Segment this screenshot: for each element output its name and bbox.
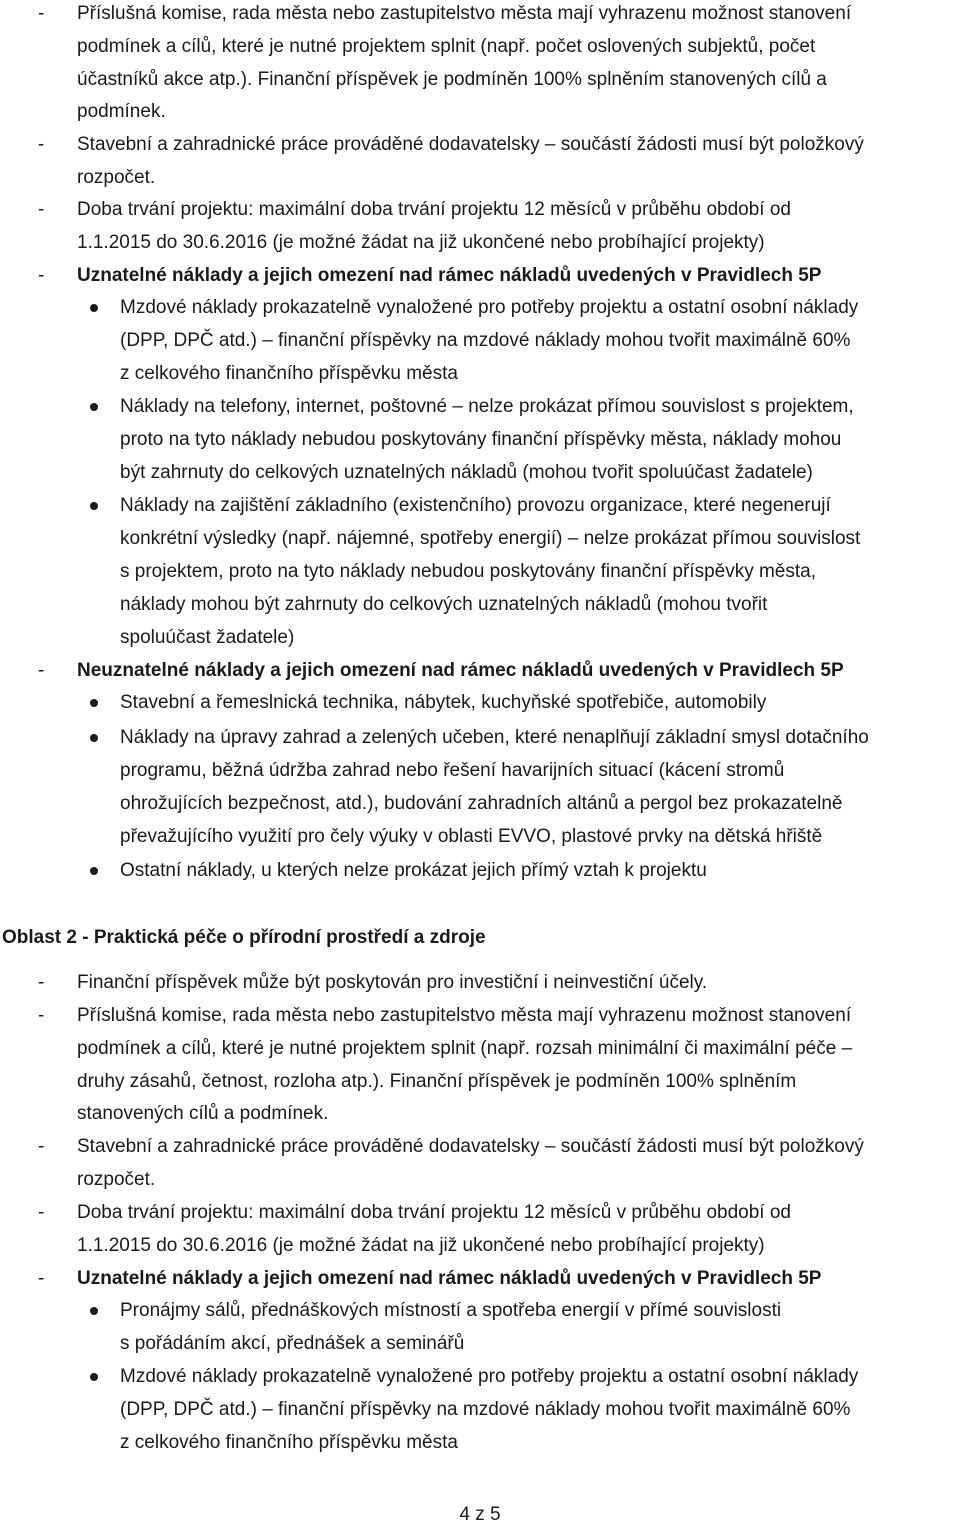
text-line: účastníků akce atp.). Finanční příspěvek je podmíněn 100% splněním stanovených cílů a xyxy=(77,69,827,90)
text-line: konkrétní výsledky (např. nájemné, spotřeby energií) – nelze prokázat přímou souvislost xyxy=(120,528,861,549)
list-dash: - xyxy=(38,660,45,681)
text-line: s pořádáním akcí, přednášek a seminářů xyxy=(120,1333,465,1354)
eligible-costs-heading: Uznatelné náklady a jejich omezení nad rámec nákladů uvedených v Pravidlech 5P xyxy=(77,1268,822,1289)
bullet-icon xyxy=(90,502,98,510)
text-line: Finanční příspěvek může být poskytován pro investiční i neinvestiční účely. xyxy=(77,972,708,993)
text-line: z celkového finančního příspěvku města xyxy=(120,1432,458,1453)
text-line: rozpočet. xyxy=(77,1169,156,1190)
list-dash: - xyxy=(38,1005,45,1026)
list-dash: - xyxy=(38,134,45,155)
list-dash: - xyxy=(38,265,45,286)
bullet-icon xyxy=(90,1373,98,1381)
bullet-icon xyxy=(90,867,98,875)
list-dash: - xyxy=(38,3,45,24)
text-line: druhy zásahů, četnost, rozloha atp.). Finanční příspěvek je podmíněn 100% splněním xyxy=(77,1071,797,1092)
bullet-icon xyxy=(90,304,98,312)
list-dash: - xyxy=(38,972,45,993)
text-line: Příslušná komise, rada města nebo zastupitelstvo města mají vyhrazenu možnost stanovení xyxy=(77,1005,852,1026)
text-line: 1.1.2015 do 30.6.2016 (je možné žádat na již ukončené nebo probíhající projekty) xyxy=(77,232,765,253)
list-dash: - xyxy=(38,1136,45,1157)
text-line: (DPP, DPČ atd.) – finanční příspěvky na mzdové náklady mohou tvořit maximálně 60% xyxy=(120,1399,851,1420)
list-dash: - xyxy=(38,1268,45,1289)
text-line: Stavební a zahradnické práce prováděné dodavatelsky – součástí žádosti musí být položkový xyxy=(77,134,864,155)
text-line: náklady mohou být zahrnuty do celkových uznatelných nákladů (mohou tvořit xyxy=(120,594,768,615)
list-dash: - xyxy=(38,199,45,220)
text-line: podmínek. xyxy=(77,101,166,122)
bullet-icon xyxy=(90,699,98,707)
bullet-icon xyxy=(90,403,98,411)
text-line: být zahrnuty do celkových uznatelných nákladů (mohou tvořit spoluúčast žadatele) xyxy=(120,462,813,483)
text-line: Pronájmy sálů, přednáškových místností a spotřeba energií v přímé souvislosti xyxy=(120,1300,782,1321)
section-heading: Oblast 2 - Praktická péče o přírodní prostředí a zdroje xyxy=(2,927,486,948)
text-line: Náklady na telefony, internet, poštovné – nelze prokázat přímou souvislost s projektem, xyxy=(120,396,854,417)
text-line: převažujícího využití pro čely výuky v oblasti EVVO, plastové prvky na dětská hřiště xyxy=(120,826,823,847)
text-line: ohrožujících bezpečnost, atd.), budování zahradních altánů a pergol bez prokazatelně xyxy=(120,793,843,814)
text-line: Mzdové náklady prokazatelně vynaložené pro potřeby projektu a ostatní osobní náklady xyxy=(120,1366,859,1387)
text-line: Náklady na zajištění základního (existenčního) provozu organizace, které negenerují xyxy=(120,495,831,516)
text-line: podmínek a cílů, které je nutné projektem splnit (např. rozsah minimální či maximální péče – xyxy=(77,1038,853,1059)
text-line: z celkového finančního příspěvku města xyxy=(120,363,458,384)
text-line: proto na tyto náklady nebudou poskytovány finanční příspěvky města, náklady mohou xyxy=(120,429,842,450)
bullet-icon xyxy=(90,734,98,742)
text-line: Náklady na úpravy zahrad a zelených učeben, které nenaplňují základní smysl dotačního xyxy=(120,727,869,748)
text-line: Mzdové náklady prokazatelně vynaložené pro potřeby projektu a ostatní osobní náklady xyxy=(120,297,859,318)
text-line: podmínek a cílů, které je nutné projektem splnit (např. počet oslovených subjektů, počet xyxy=(77,36,816,57)
text-line: stanovených cílů a podmínek. xyxy=(77,1103,329,1124)
text-line: Doba trvání projektu: maximální doba trvání projektu 12 měsíců v průběhu období od xyxy=(77,1202,791,1223)
bullet-icon xyxy=(90,1307,98,1315)
text-line: (DPP, DPČ atd.) – finanční příspěvky na mzdové náklady mohou tvořit maximálně 60% xyxy=(120,330,851,351)
eligible-costs-heading: Uznatelné náklady a jejich omezení nad rámec nákladů uvedených v Pravidlech 5P xyxy=(77,265,822,286)
text-line: spoluúčast žadatele) xyxy=(120,627,295,648)
page-number: 4 z 5 xyxy=(459,1504,501,1525)
text-line: Stavební a řemeslnická technika, nábytek, kuchyňské spotřebiče, automobily xyxy=(120,692,767,713)
text-line: rozpočet. xyxy=(77,167,156,188)
text-line: s projektem, proto na tyto náklady nebudou poskytovány finanční příspěvky města, xyxy=(120,561,816,582)
text-line: 1.1.2015 do 30.6.2016 (je možné žádat na již ukončené nebo probíhající projekty) xyxy=(77,1235,765,1256)
text-line: Doba trvání projektu: maximální doba trvání projektu 12 měsíců v průběhu období od xyxy=(77,199,791,220)
text-line: programu, běžná údržba zahrad nebo řešení havarijních situací (kácení stromů xyxy=(120,760,785,781)
list-dash: - xyxy=(38,1202,45,1223)
text-line: Ostatní náklady, u kterých nelze prokázat jejich přímý vztah k projektu xyxy=(120,860,707,881)
text-line: Příslušná komise, rada města nebo zastupitelstvo města mají vyhrazenu možnost stanovení xyxy=(77,3,852,24)
ineligible-costs-heading: Neuznatelné náklady a jejich omezení nad rámec nákladů uvedených v Pravidlech 5P xyxy=(77,660,844,681)
text-line: Stavební a zahradnické práce prováděné dodavatelsky – součástí žádosti musí být položkový xyxy=(77,1136,864,1157)
